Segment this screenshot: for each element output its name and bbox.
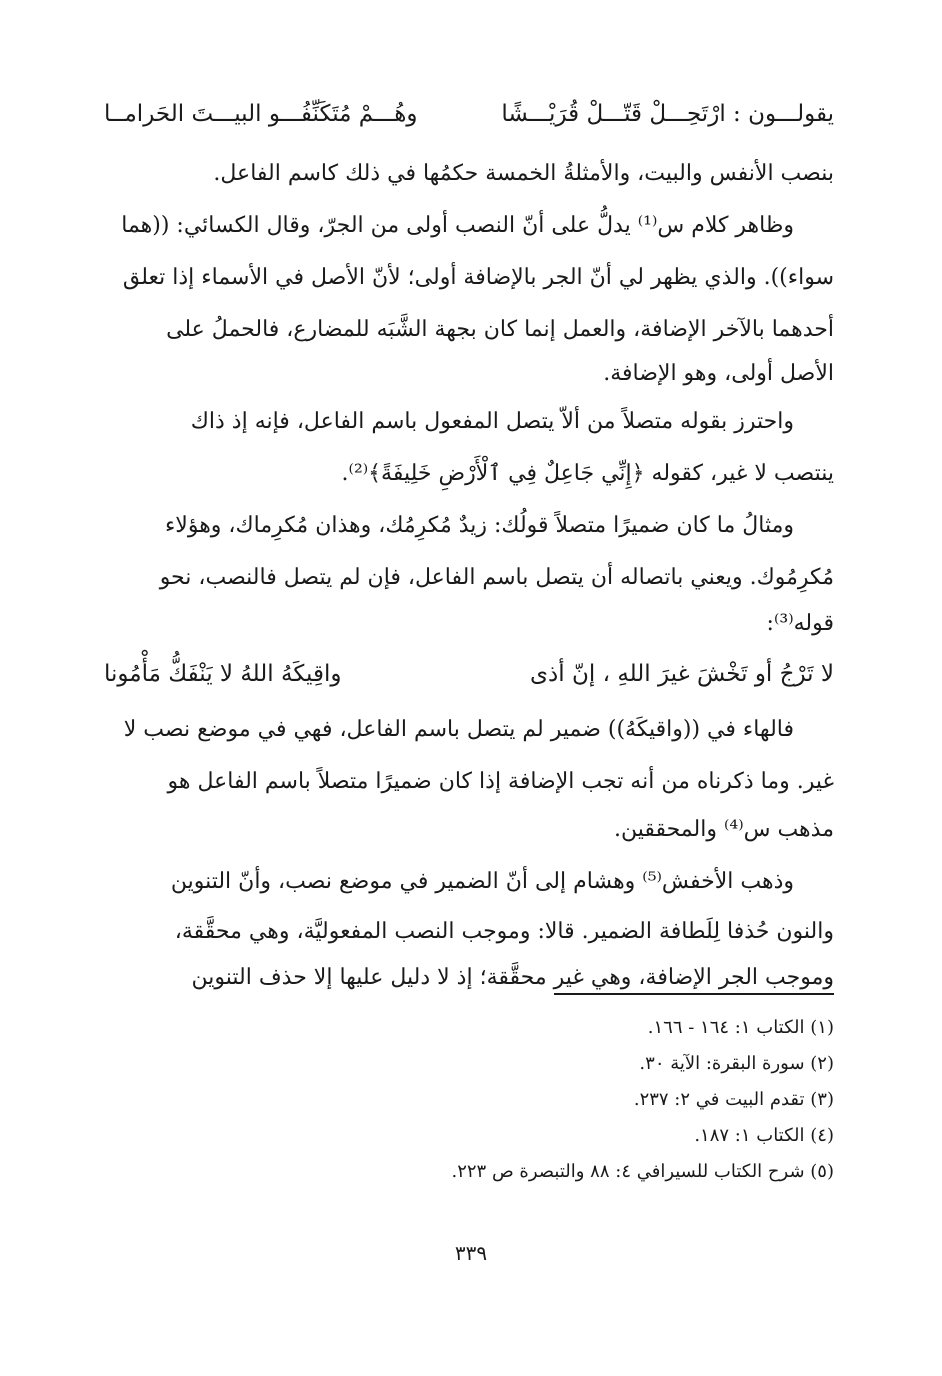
verse2-second-hemistich: واقِيكَهُ اللهُ لا يَنْفَكُّ مَأْمُونا	[104, 661, 342, 687]
body-line-11: فالهاء في ((واقيكَهُ)) ضمير لم يتصل باسم الفاعل، فهي في موضع نصب لا	[123, 717, 794, 742]
verse1-second-hemistich: وهُـــمْ مُتَكَنِّفُـــو البيـــتَ الحَرامــا	[104, 101, 418, 127]
body-line-14: وذهب الأخفش⁽⁵⁾ وهشام إلى أنّ الضمير في موضع نصب، وأنّ التنوين	[170, 869, 794, 894]
verse1-first-hemistich: يقولـــون : ارْتَحِـــلْ قَتّـــلْ قُرَيْـــشًا	[501, 101, 834, 127]
body-line-13: مذهب س⁽⁴⁾ والمحققين.	[613, 817, 834, 842]
body-line-15: والنون حُذفا لِلَطافة الضمير. قالا: وموجب النصب المفعوليَّة، وهي محقَّقة،	[174, 919, 834, 944]
page-number: ٣٣٩	[454, 1241, 488, 1265]
body-line-3: سواء)). والذي يظهر لي أنّ الجر بالإضافة أولى؛ لأنّ الأصل في الأسماء إذا تعلق	[122, 265, 834, 290]
body-line-5: الأصل أولى، وهو الإضافة.	[603, 361, 834, 386]
footnote-4: (٤) الكتاب ١: ١٨٧.	[694, 1125, 834, 1146]
footnote-5: (٥) شرح الكتاب للسيرافي ٤: ٨٨ والتبصرة ص ٢٢٣.	[451, 1161, 834, 1182]
body-line-1: بنصب الأنفس والبيت، والأمثلةُ الخمسة حكمُها في ذلك كاسم الفاعل.	[213, 161, 834, 186]
body-line-4: أحدهما بالآخر الإضافة، والعمل إنما كان بجهة الشَّبَه للمضارع، فالحملُ على	[166, 317, 834, 342]
footnote-1: (١) الكتاب ١: ١٦٤ - ١٦٦.	[647, 1017, 834, 1038]
footnote-3: (٣) تقدم البيت في ٢: ٢٣٧.	[633, 1089, 834, 1110]
body-line-6: واحترز بقوله متصلاً من ألاّ يتصل المفعول باسم الفاعل، فإنه إذ ذاك	[190, 409, 794, 434]
body-line-16: وموجب الجر الإضافة، وهي غير محقَّقة؛ إذ لا دليل عليها إلا حذف التنوين	[191, 965, 834, 990]
body-line-8: ومثالُ ما كان ضميرًا متصلاً قولُك: زيدٌ مُكرِمُك، وهذان مُكرِماك، وهؤلاء	[164, 513, 794, 538]
body-line-9: مُكرِمُوك. ويعني باتصاله أن يتصل باسم الفاعل، فإن لم يتصل فالنصب، نحو	[159, 565, 834, 590]
footnote-separator	[554, 993, 834, 995]
footnote-2: (٢) سورة البقرة: الآية ٣٠.	[639, 1053, 834, 1074]
body-line-10: قوله⁽³⁾:	[766, 611, 834, 636]
body-line-7: ينتصب لا غير، كقوله ﴿إِنِّي جَاعِلٌ فِي ٱلْأَرْضِ خَلِيفَةً﴾⁽²⁾.	[341, 461, 834, 486]
verse2-first-hemistich: لا تَرْجُ أو تَخْشَ غيرَ اللهِ ، إنّ أذى	[530, 661, 834, 687]
body-line-2: وظاهر كلام س⁽¹⁾ يدلُّ على أنّ النصب أولى من الجرّ، وقال الكسائي: ((هما	[121, 213, 794, 238]
body-line-12: غير. وما ذكرناه من أنه تجب الإضافة إذا كان ضميرًا متصلاً باسم الفاعل هو	[167, 769, 834, 794]
